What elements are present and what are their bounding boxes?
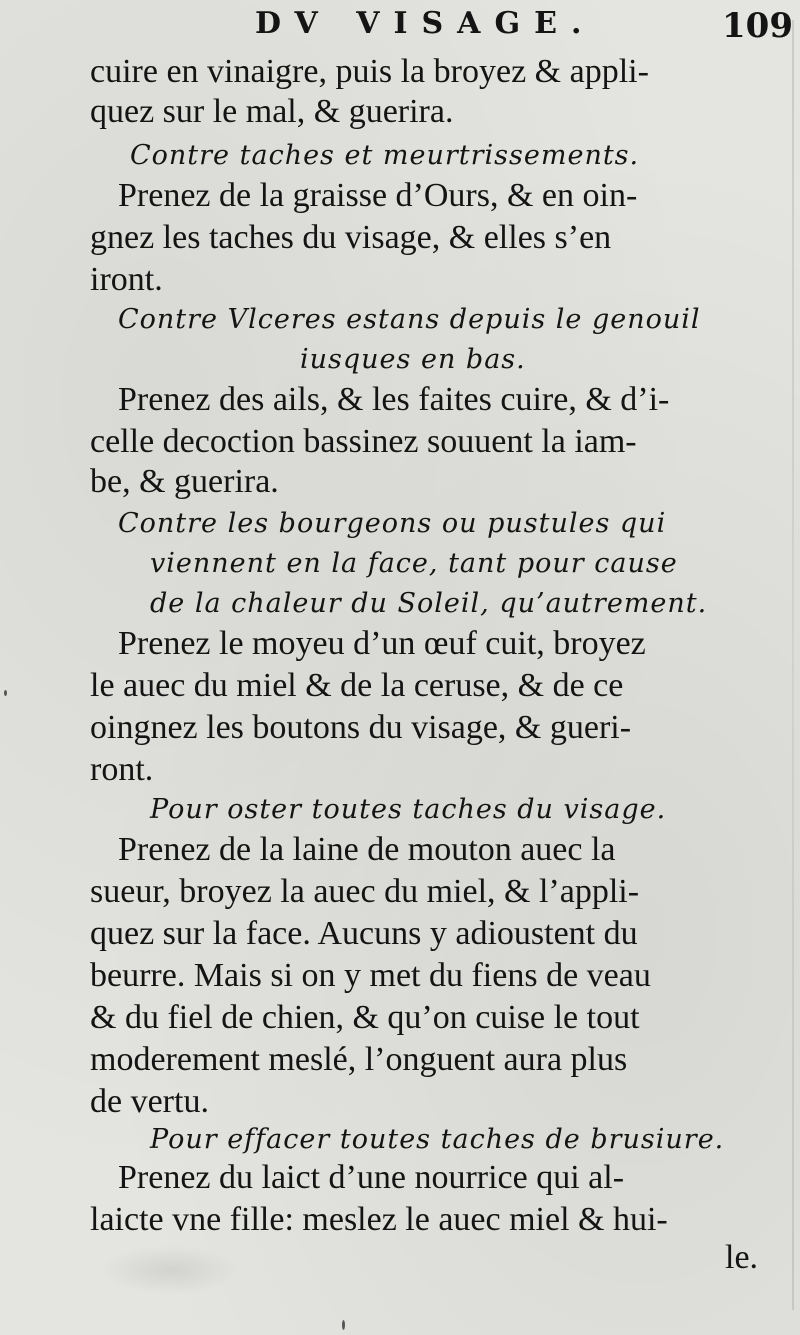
page-number: 109 xyxy=(722,6,793,46)
text-line: iront. xyxy=(90,261,163,298)
text-line: moderement meslé, l’onguent aura plus xyxy=(90,1041,628,1078)
text-line: Prenez des ails, & les faites cuire, & d’i- xyxy=(118,381,670,418)
text-line: oingnez les boutons du visage, & gueri- xyxy=(90,709,632,746)
section-heading: de la chaleur du Soleil, qu’autrement. xyxy=(150,588,708,619)
text-line: cuire en vinaigre, puis la broyez & appli- xyxy=(90,53,649,90)
text-line: & du fiel de chien, & qu’on cuise le tout xyxy=(90,999,640,1036)
text-line: quez sur la face. Aucuns y adioustent du xyxy=(90,915,638,952)
page-edge xyxy=(792,20,794,1310)
text-line: beurre. Mais si on y met du fiens de veau xyxy=(90,957,651,994)
section-heading: Pour effacer toutes taches de brusiure. xyxy=(150,1124,725,1155)
text-line: sueur, broyez la auec du miel, & l’appli- xyxy=(90,873,640,910)
ink-smudge xyxy=(100,1245,240,1295)
text-line: le auec du miel & de la ceruse, & de ce xyxy=(90,667,624,704)
catchword: le. xyxy=(725,1239,759,1276)
text-line: quez sur le mal, & guerira. xyxy=(90,93,454,130)
section-heading: Contre Vlceres estans depuis le genouil xyxy=(118,304,701,335)
text-line: Prenez de la graisse d’Ours, & en oin- xyxy=(118,177,638,214)
section-heading: Contre les bourgeons ou pustules qui xyxy=(118,508,667,539)
text-line: be, & guerira. xyxy=(90,463,279,500)
text-line: Prenez le moyeu d’un œuf cuit, broyez xyxy=(118,625,646,662)
section-heading: Pour oster toutes taches du visage. xyxy=(150,794,667,825)
section-heading: viennent en la face, tant pour cause xyxy=(150,548,678,579)
running-head: DV VISAGE. xyxy=(255,6,596,41)
section-heading: Contre taches et meurtrissements. xyxy=(130,140,640,171)
text-line: Prenez de la laine de mouton auec la xyxy=(118,831,616,868)
text-line: Prenez du laict d’une nourrice qui al- xyxy=(118,1159,625,1196)
text-line: gnez les taches du visage, & elles s’en xyxy=(90,219,612,256)
page-header xyxy=(0,6,800,46)
text-line: laicte vne fille: meslez le auec miel & hui- xyxy=(90,1201,668,1238)
margin-speck xyxy=(4,690,7,696)
section-heading: iusques en bas. xyxy=(300,344,526,375)
text-line: celle decoction bassinez souuent la iam- xyxy=(90,423,637,460)
margin-speck xyxy=(342,1320,345,1330)
text-line: de vertu. xyxy=(90,1083,209,1120)
text-line: ront. xyxy=(90,751,154,788)
